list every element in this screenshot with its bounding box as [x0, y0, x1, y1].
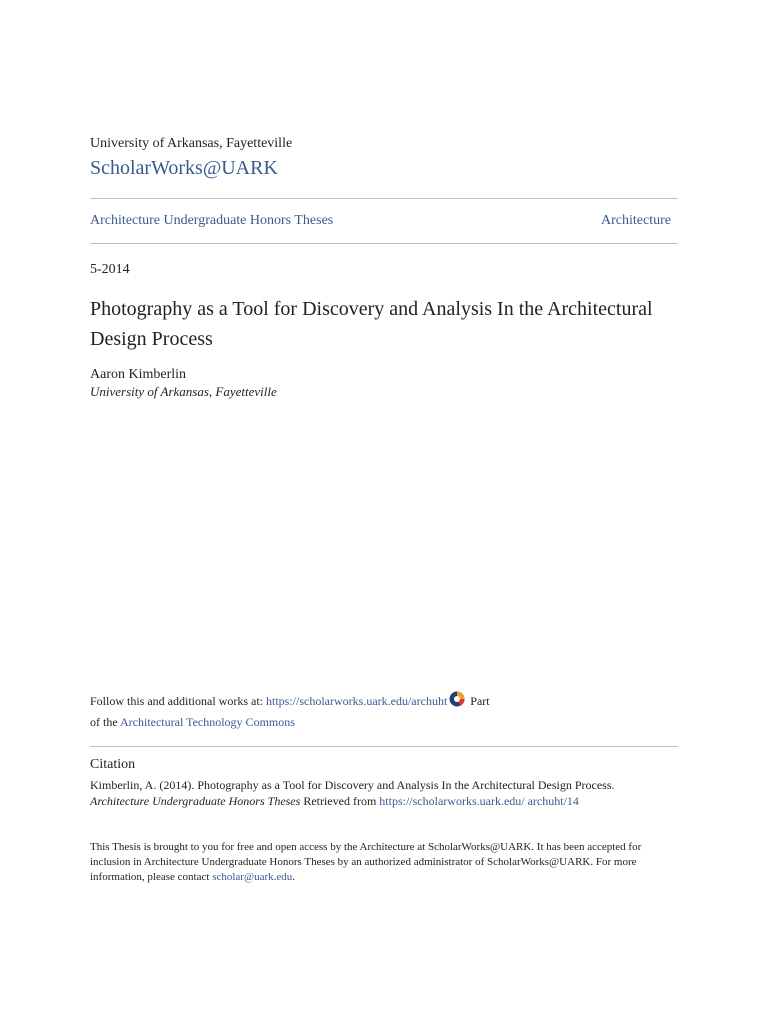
part-label: Part — [467, 694, 490, 708]
follow-section — [90, 690, 610, 733]
publication-date: 5-2014 — [90, 262, 130, 277]
citation-url-link[interactable]: https://scholarworks.uark.edu/ archuht/14 — [379, 794, 579, 808]
access-end: . — [292, 871, 296, 883]
divider — [90, 243, 678, 244]
repository-link[interactable]: ScholarWorks@UARK — [90, 157, 278, 179]
commons-link[interactable]: Architectural Technology Commons — [120, 715, 295, 729]
follow-prefix: Follow this and additional works at: — [90, 694, 266, 708]
institution-name: University of Arkansas, Fayetteville — [90, 136, 293, 151]
citation-retrieved: Retrieved from — [300, 794, 380, 808]
author-name: Aaron Kimberlin — [90, 367, 187, 382]
contact-email-link[interactable]: scholar@uark.edu — [212, 871, 293, 883]
collection-link[interactable]: Architecture Undergraduate Honors Theses — [90, 213, 334, 228]
citation-body — [90, 777, 680, 809]
divider — [90, 198, 678, 199]
access-statement — [90, 840, 680, 885]
author-affiliation: University of Arkansas, Fayetteville — [90, 384, 277, 399]
bepress-icon[interactable] — [448, 690, 466, 708]
citation-text: Kimberlin, A. (2014). Photography as a Tool for Discovery and Analysis In the Architectural Design Process. — [90, 778, 615, 792]
citation-heading: Citation — [90, 757, 136, 772]
department-link[interactable]: Architecture — [601, 213, 671, 228]
archive-url-link[interactable]: https://scholarworks.uark.edu/archuht — [266, 694, 448, 708]
paper-title: Photography as a Tool for Discovery and Analysis In the Architectural Design Process — [90, 298, 653, 350]
access-text: This Thesis is brought to you for free and open access by the Architecture at ScholarWorks@UARK. It has been accepted for inclusion in Architecture Undergraduate Honors Theses by an authorized administrator of ScholarWorks@UARK. For more information, please contact — [90, 841, 642, 883]
citation-series: Architecture Undergraduate Honors Theses — [90, 794, 301, 808]
divider — [90, 746, 678, 747]
of-the-label: of the — [90, 715, 120, 729]
